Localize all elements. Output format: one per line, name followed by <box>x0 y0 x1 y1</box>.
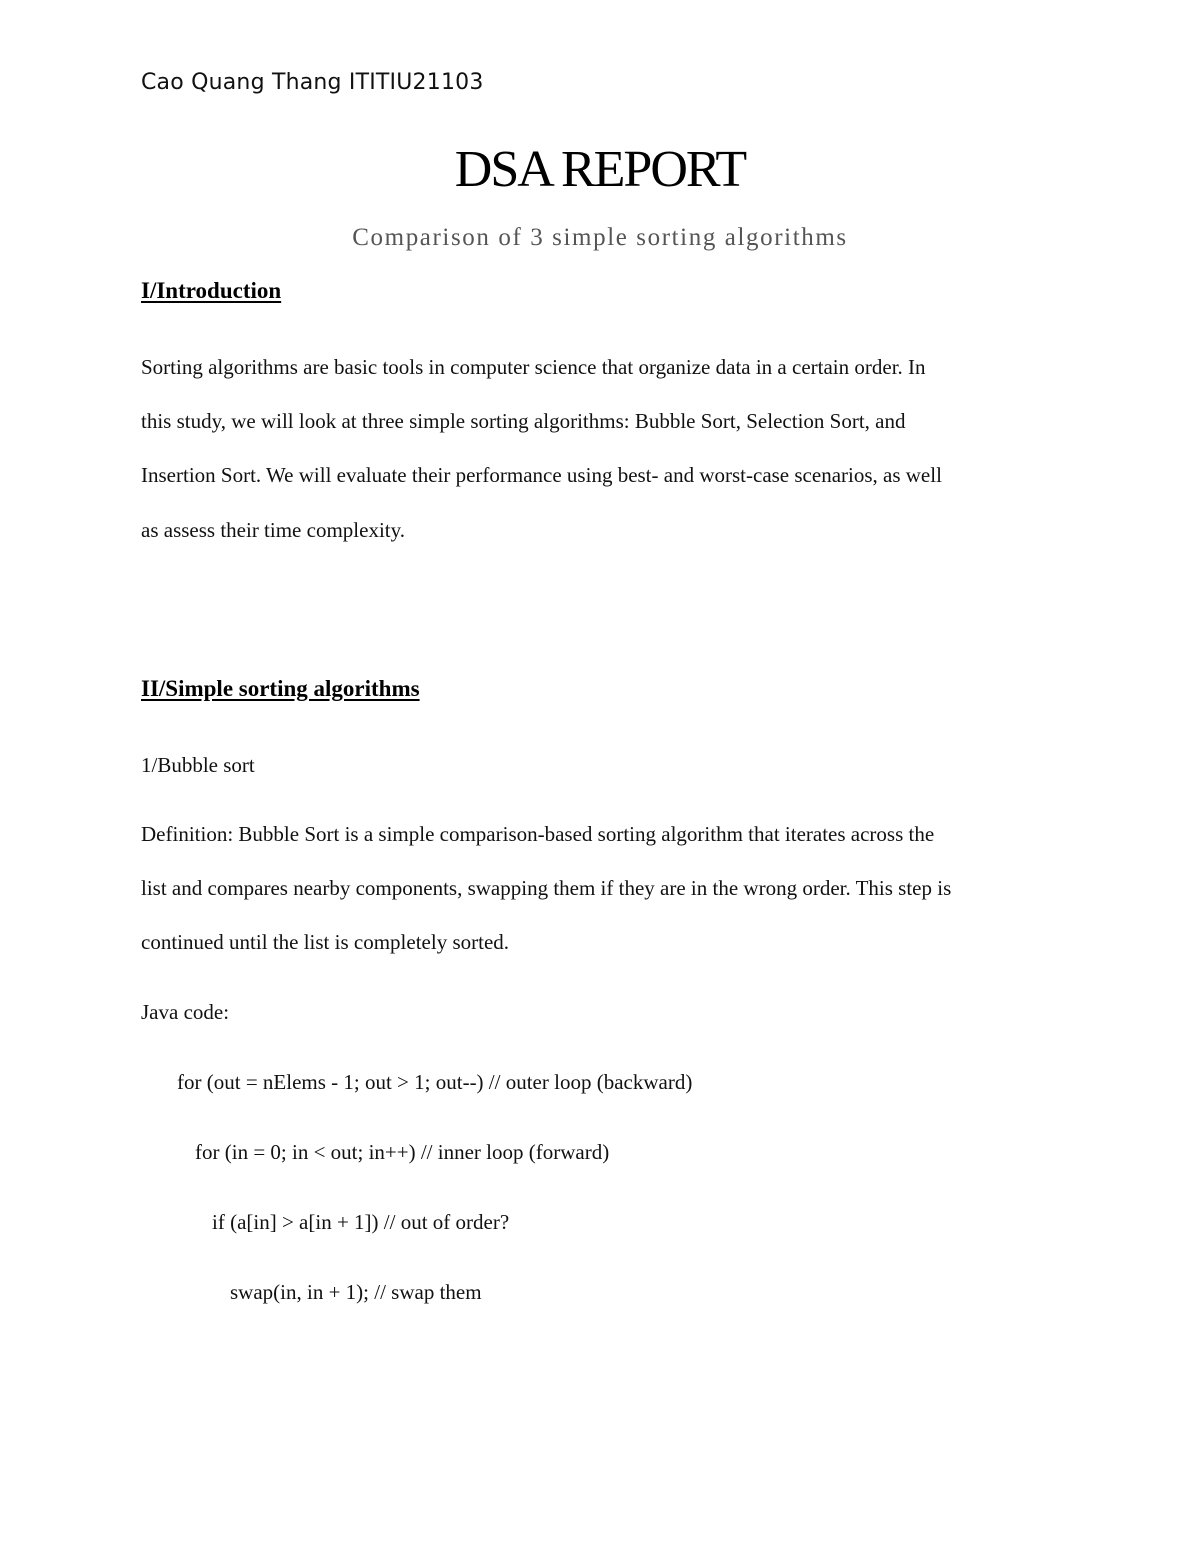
code-line-outer-loop: for (out = nElems - 1; out > 1; out--) // outer loop (backward) <box>177 1070 693 1094</box>
introduction-line-3: Insertion Sort. We will evaluate their performance using best- and worst-case scenarios, as well <box>141 463 942 487</box>
document-subtitle: Comparison of 3 simple sorting algorithms <box>352 224 848 251</box>
code-line-compare: if (a[in] > a[in + 1]) // out of order? <box>212 1210 510 1234</box>
bubble-sort-subheading: 1/Bubble sort <box>141 753 255 777</box>
introduction-line-4: as assess their time complexity. <box>141 518 405 542</box>
java-code-label: Java code: <box>141 1000 230 1024</box>
author-header: Cao Quang Thang ITITIU21103 <box>141 70 484 95</box>
code-line-swap: swap(in, in + 1); // swap them <box>230 1280 482 1304</box>
code-line-inner-loop: for (in = 0; in < out; in++) // inner loop (forward) <box>195 1140 610 1164</box>
algorithms-heading: II/Simple sorting algorithms <box>141 676 420 701</box>
introduction-line-2: this study, we will look at three simple sorting algorithms: Bubble Sort, Selection Sort, and <box>141 409 906 433</box>
bubble-sort-definition-line-2: list and compares nearby components, swapping them if they are in the wrong order. This step is <box>141 876 952 900</box>
introduction-line-1: Sorting algorithms are basic tools in computer science that organize data in a certain order. In <box>141 355 926 379</box>
introduction-heading: I/Introduction <box>141 278 282 303</box>
document-title: DSA REPORT <box>454 141 746 198</box>
bubble-sort-definition-line-3: continued until the list is completely sorted. <box>141 930 510 954</box>
bubble-sort-definition-line-1: Definition: Bubble Sort is a simple comparison-based sorting algorithm that iterates across the <box>141 822 935 846</box>
